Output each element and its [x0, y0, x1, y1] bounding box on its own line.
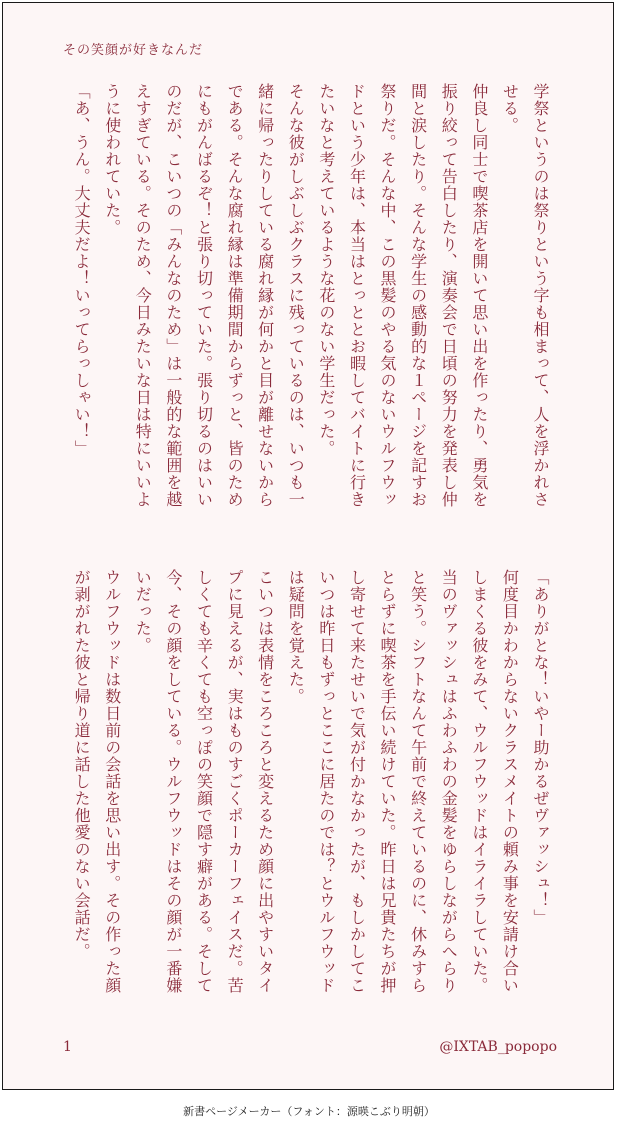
page-number: 1: [63, 1039, 72, 1055]
paragraph: こいつは表情をころころと変えるため顔に出やすいタイプに見えるが、実はものすごくポーカーフェイスだ。苦しくても辛くても空っぽの笑顔で隠す癖がある。そして今、その顔をしている。ウルフウッドはその顔が一番嫌いだった。: [133, 569, 275, 994]
author-handle: @IXTAB_popopo: [439, 1039, 557, 1055]
paragraph: 「ありがとな！いやー助かるぜヴァッシュ！」: [531, 569, 550, 926]
footer-credit: 新書ページメーカー（フォント：源暎こぶり明朝）: [183, 1105, 435, 1118]
novel-page: [2, 2, 614, 1090]
paragraph: ウルフウッドは数日前の会話を思い出す。その作った顔が剥がれた彼と帰り道に話した他愛のない会話だ。: [72, 569, 122, 994]
paragraph: 仲良し同士で喫茶店を開いて思い出を作ったり、勇気を振り絞って告白したり、演奏会で日頃の努力を発表し仲間と涙したり。そんな学生の感動的な１ページを記すお祭りだ。そんな中、この黒髪のやる気のないウルフウッドという少年は、本当はとっととお暇してバイトに行きたいなと考えているような花のない学生だった。: [316, 83, 489, 508]
page-title: その笑顔が好きなんだ: [63, 43, 204, 58]
paragraph: そんな彼がしぶしぶクラスに残っているのは、いつも一緒に帰ったりしている腐れ縁が何かと目が離せないからである。そんな腐れ縁は準備期間からずっと、皆のためにもがんばるぞ！と張り切っていた。張り切るのはいいのだが、こいつの「みんなのため」は一般的な範囲を越えすぎている。そのため、今日みたいな日は特にいいように使われていた。: [102, 83, 306, 508]
text-column-bottom: [53, 569, 555, 1009]
paragraph: 何度目かわからないクラスメイトの頼み事を安請け合いしまくる彼をみて、ウルフウッドはイライラしていた。当のヴァッシュはふわふわの金髪をゆらしながらへらりと笑う。シフトなんて午前で終えているのに、休みすらとらずに喫茶を手伝い続けていた。昨日は兄貴たちが押し寄せて来たせいで気が付かなかったが、もしかしてこいつは昨日もずっとここに居たのでは？とウルフウッドは疑問を覚えた。: [286, 569, 520, 994]
paragraph: 学祭というのは祭りという字も相まって、人を浮かれさせる。: [500, 83, 550, 508]
paragraph: 「あ、うん。大丈夫だよ！いってらっしゃい！」: [72, 83, 92, 457]
text-column-top: [53, 83, 555, 523]
